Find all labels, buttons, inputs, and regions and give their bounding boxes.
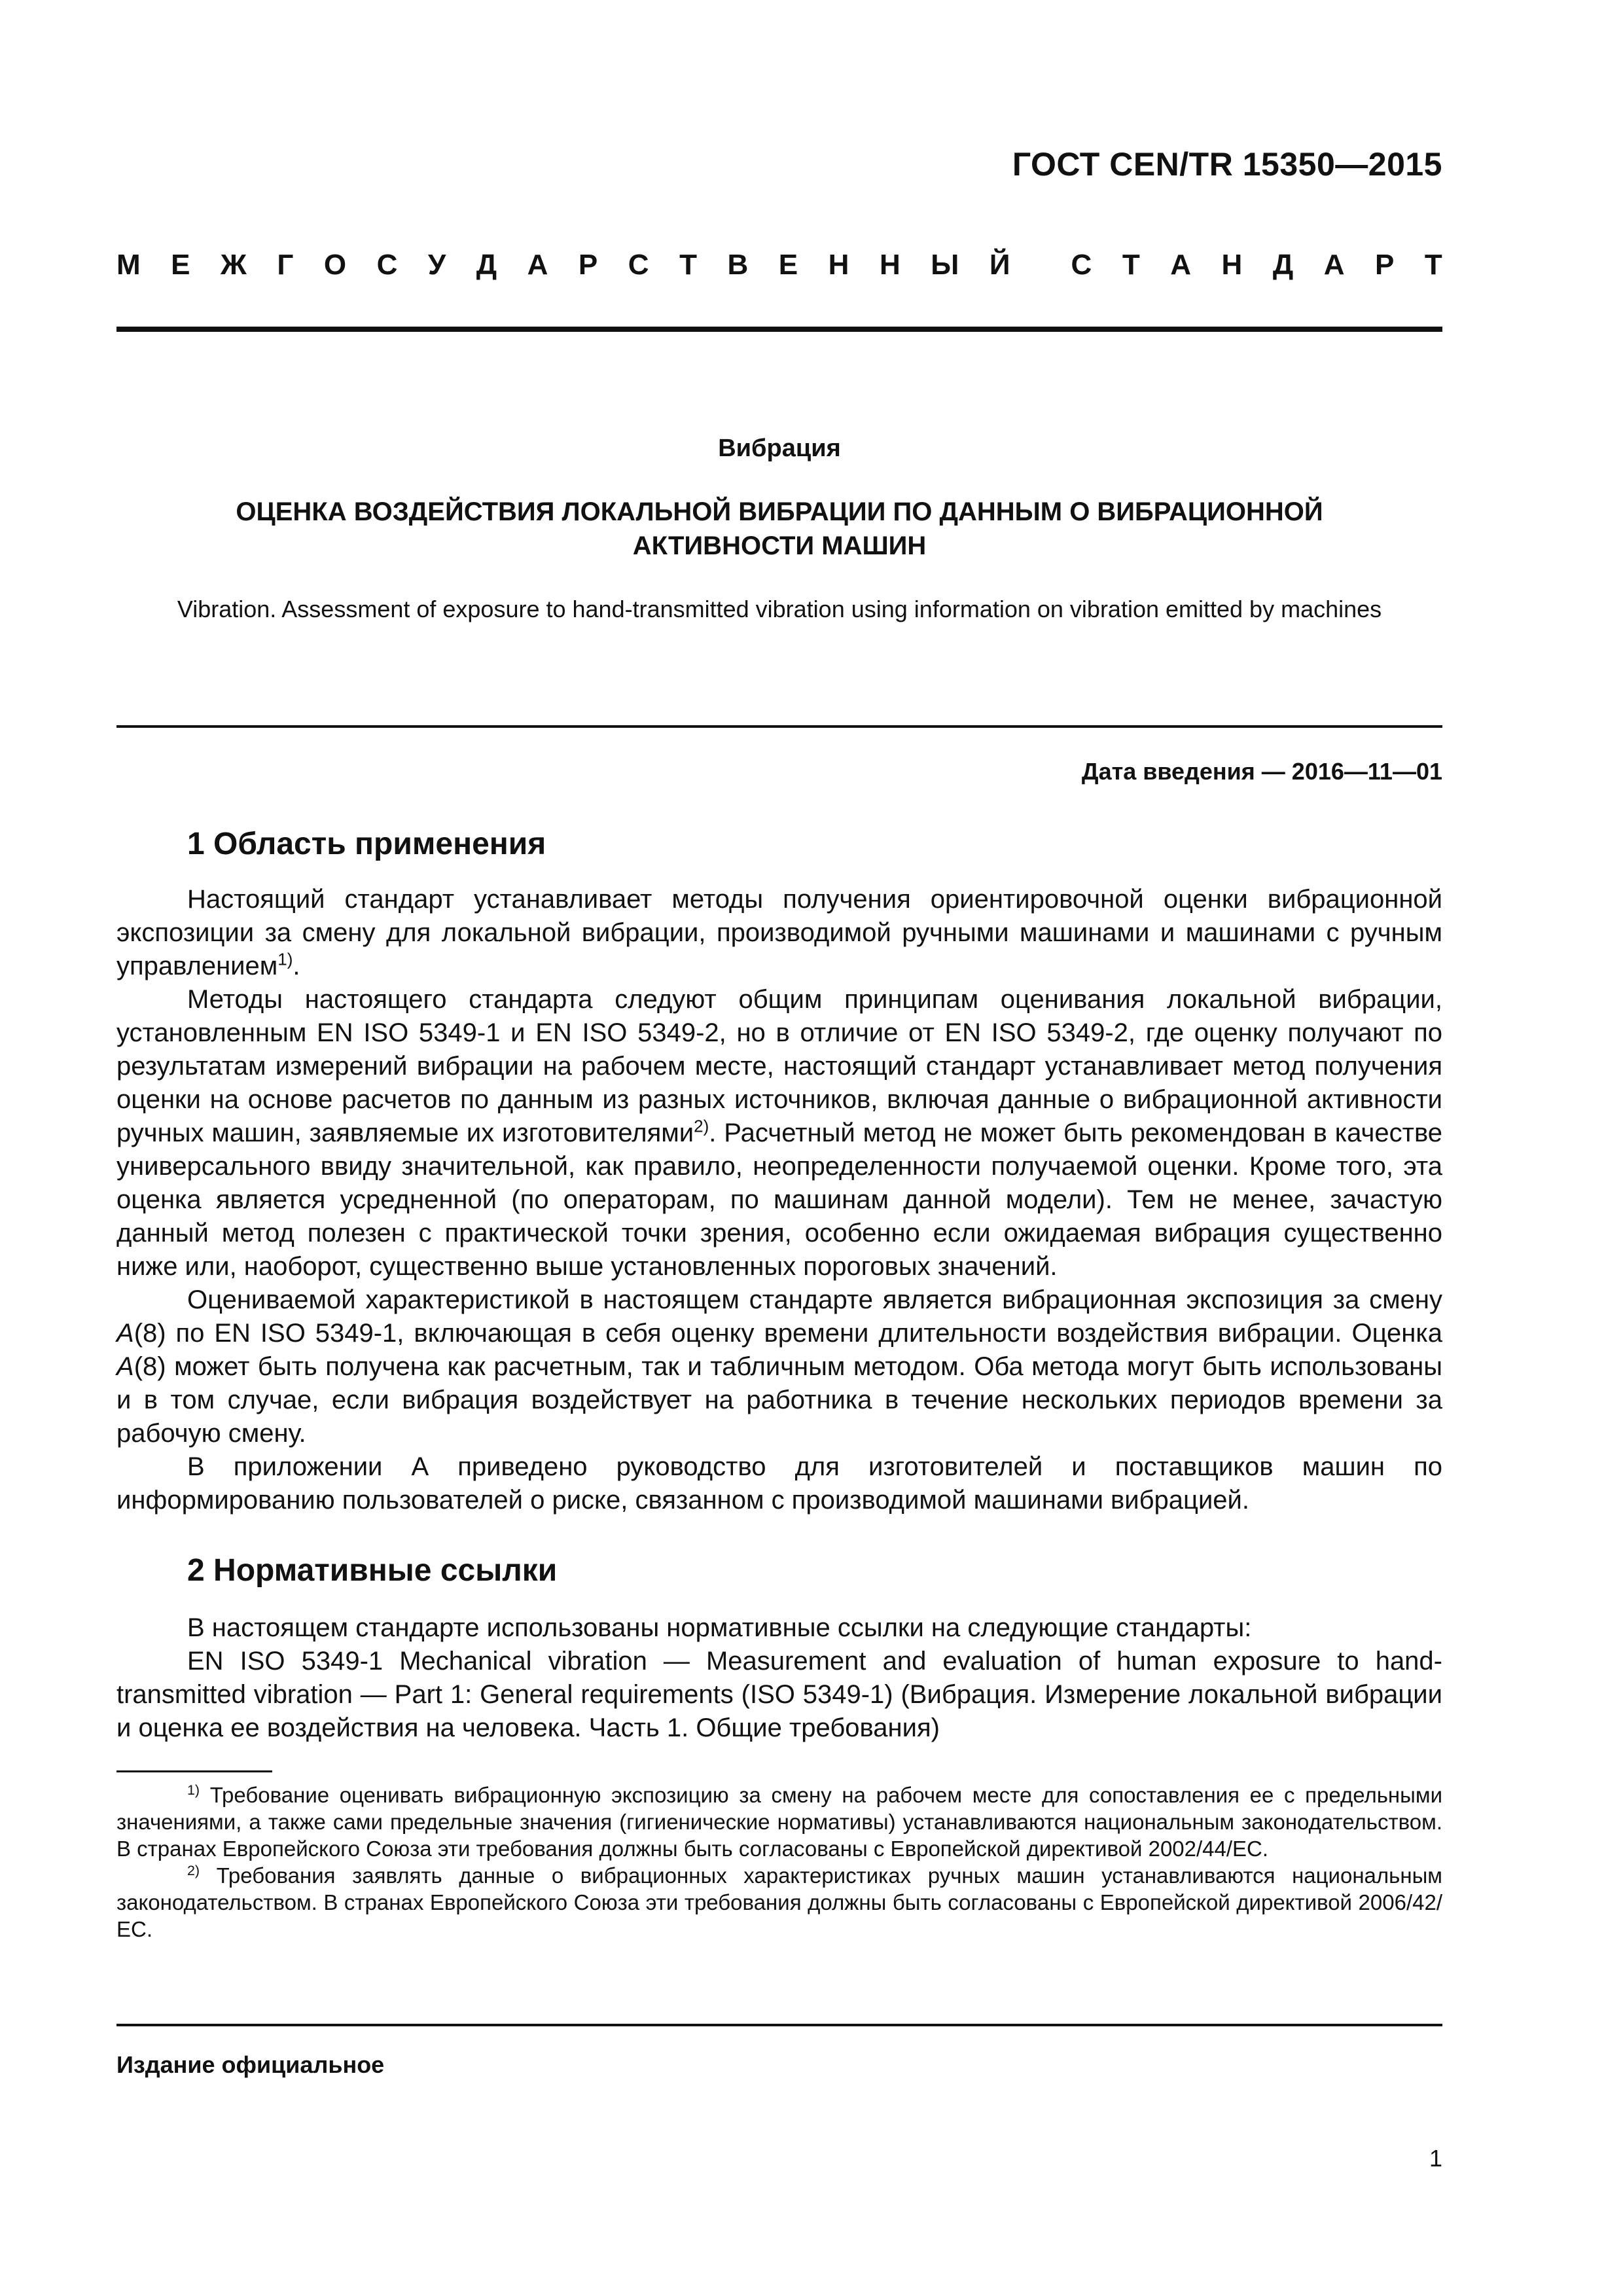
standard-type-banner (116, 249, 1442, 288)
footnote-ref: 1) (277, 949, 293, 969)
banner-letter: У (427, 249, 446, 281)
banner-letter: Р (1374, 249, 1395, 281)
title-divider (116, 725, 1442, 728)
main-title-line: ОЦЕНКА ВОЗДЕЙСТВИЯ ЛОКАЛЬНОЙ ВИБРАЦИИ ПО ДАННЫМ О ВИБРАЦИОННОЙ (236, 497, 1323, 526)
symbol-A: A (116, 1352, 134, 1381)
banner-letter: Ж (221, 249, 247, 281)
banner-letter: О (323, 249, 347, 281)
banner-letter: Р (578, 249, 598, 281)
footnote-mark: 1) (187, 1782, 200, 1798)
banner-letter: А (527, 249, 548, 281)
english-title: Vibration. Assessment of exposure to hand-transmitted vibration using information on vibration emitted by machines (177, 596, 1382, 622)
footnote-ref: 2) (694, 1116, 709, 1136)
banner-letter: А (1323, 249, 1345, 281)
standard-number: ГОСТ CEN/TR 15350—2015 (1012, 146, 1442, 183)
banner-letter: Е (778, 249, 798, 281)
section-1-heading: 1 Область применения (187, 827, 546, 861)
banner-letter: Н (828, 249, 849, 281)
banner-letter: Т (1424, 249, 1442, 281)
banner-letter: Т (679, 249, 697, 281)
banner-letter: С (628, 249, 649, 281)
paragraph: EN ISO 5349-1 Mechanical vibration — Measurement and evaluation of human exposure to hand-transmitted vibration — Part 1: General requirements (ISO 5349-1) (Вибрация. Измерение локальной вибрации и оценка ее воздействия на человека. Часть 1. Общие требования) (116, 1647, 1442, 1742)
symbol-A: A (116, 1319, 134, 1348)
banner-letter: Ы (931, 249, 959, 281)
paragraph: В приложении А приведено руководство для изготовителей и поставщиков машин по информированию пользователей о риске, связанном с производимой машинами вибрацией. (116, 1452, 1442, 1515)
footnote: $^{2)}$ Требования заявлять данные о вибрационных характеристиках ручных машин устанавливаются национальным законодательством. В странах Европейского Союза эти требования должны быть согласованы с Европейской директивой 2006/42/ЕС. (116, 1863, 1442, 1941)
banner-letter: Т (1122, 249, 1140, 281)
paragraph: Методы настоящего стандарта следуют общим принципам оценивания локальной вибрации, установленным EN ISO 5349-1 и EN ISO 5349-2, но в отличие от EN ISO 5349-2, где оценку получают по результатам измерений вибрации на рабочем месте, настоящий стандарт устанавливает метод получения оценки на основе расчетов по данным из разных источников, включая данные о вибрационной активности ручных машин, заявляемые их изготовителями$^{2)}$. Расчетный метод не может быть рекомендован в качестве универсального ввиду значительной, как правило, неопределенности получаемой оценки. Кроме того, эта оценка является усредненной (по операторам, по машинам данной модели). Тем не менее, зачастую данный метод полезен с практической точки зрения, особенно если ожидаемая вибрация существенно ниже или, наоборот, существенно выше установленных пороговых значений. (116, 985, 1442, 1281)
document-page (116, 0, 1442, 2296)
banner-letter: Д (1272, 249, 1294, 281)
banner-letter: В (727, 249, 749, 281)
banner-letter: Й (989, 249, 1010, 281)
paragraph: Оцениваемой характеристикой в настоящем стандарте является вибрационная экспозиция за смену A(8) по EN ISO 5349-1, включающая в себя оценку времени длительности воздействия вибрации. Оценка A(8) может быть получена как расчетным, так и табличным методом. Оба метода могут быть использованы и в том случае, если вибрация воздействует на работника в течение нескольких периодов времени за рабочую смену. (116, 1285, 1442, 1448)
section-2-heading: 2 Нормативные ссылки (187, 1553, 558, 1588)
footer-divider (116, 2024, 1442, 2026)
main-title (116, 495, 1442, 563)
section-1-body (116, 883, 1442, 1517)
banner-letter: Н (879, 249, 901, 281)
main-title-line: АКТИВНОСТИ МАШИН (632, 531, 927, 560)
page-number: 1 (1429, 2145, 1442, 2172)
header-divider (116, 327, 1442, 332)
section-2-body (116, 1611, 1442, 1745)
footnote-separator (116, 1770, 272, 1772)
edition-label: Издание официальное (116, 2051, 385, 2078)
introduction-date: Дата введения — 2016—11—01 (1081, 758, 1442, 785)
banner-letter: С (1071, 249, 1092, 281)
banner-letter: Г (277, 249, 294, 281)
paragraph: Настоящий стандарт устанавливает методы получения ориентировочной оценки вибрационной экспозиции за смену для локальной вибрации, производимой ручными машинами и машинами с ручным управлением$^{1)}$. (116, 885, 1442, 980)
banner-letter: Д (476, 249, 497, 281)
subject-title: Вибрация (718, 435, 841, 462)
footnote: $^{1)}$ Требование оценивать вибрационную экспозицию за смену на рабочем месте для сопоставления ее с предельными значениями, а также сами предельные значения (гигиенические нормативы) устанавливаются национальным законодательством. В странах Европейского Союза эти требования должны быть согласованы с Европейской директивой 2002/44/ЕС. (116, 1782, 1442, 1861)
banner-letter: А (1170, 249, 1191, 281)
footnote-mark: 2) (187, 1863, 200, 1878)
banner-letter: Н (1221, 249, 1243, 281)
banner-letter: Е (171, 249, 190, 281)
banner-letter: С (376, 249, 398, 281)
footnotes (116, 1782, 1442, 1943)
banner-letter: М (116, 249, 141, 281)
paragraph: В настоящем стандарте использованы нормативные ссылки на следующие стандарты: (187, 1613, 1252, 1642)
